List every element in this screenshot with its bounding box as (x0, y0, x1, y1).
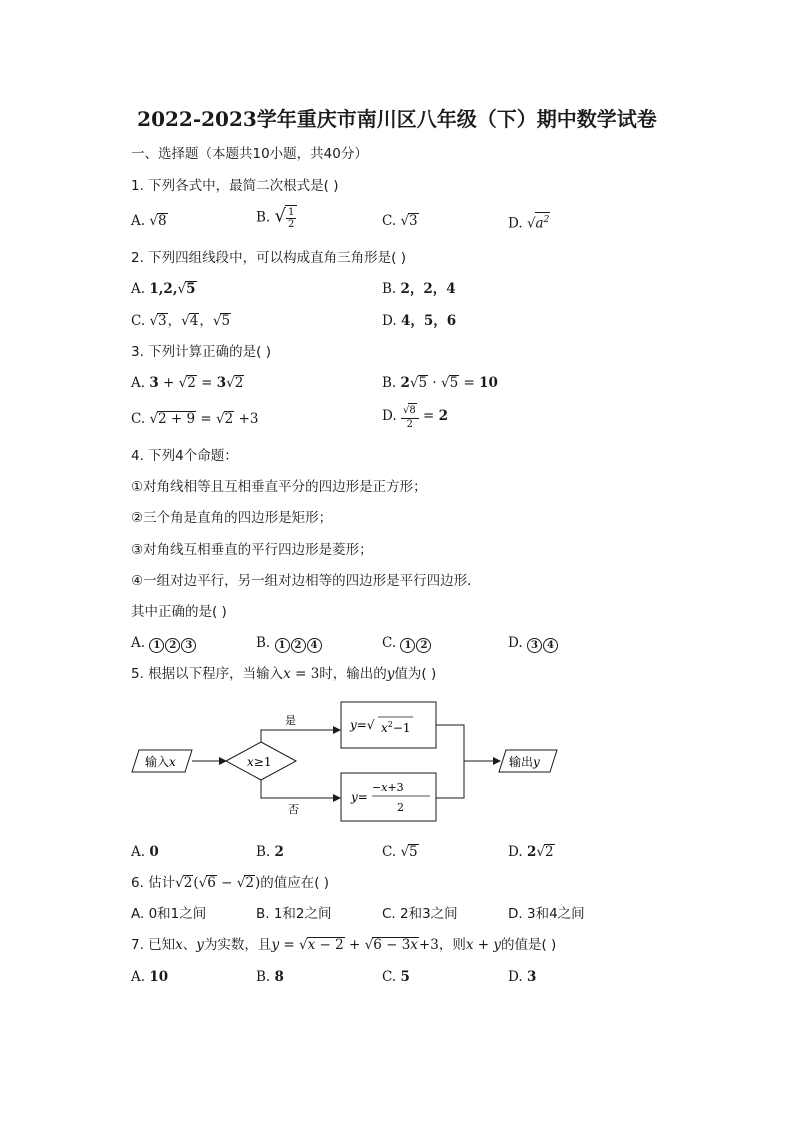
q5-option-a: A. 0 (131, 844, 159, 860)
no-formula-num: −x+3 (372, 781, 404, 794)
q6-option-d: D. 3和4之间 (508, 906, 585, 922)
no-formula-den: 2 (397, 801, 404, 814)
q6-option-c: C. 2和3之间 (382, 906, 458, 922)
q4-option-b: B. 1 2 4 (256, 634, 323, 653)
q7-option-a: A. 10 (131, 969, 169, 985)
question-2: 2. 下列四组线段中，可以构成直角三角形是( ) (131, 250, 406, 266)
no-label: 否 (288, 803, 299, 816)
q7-option-b: B. 8 (256, 969, 284, 985)
q3-option-b: B. 2√5 · √5 = 10 (382, 375, 498, 391)
q2-option-c: C. √3，√4，√5 (131, 313, 231, 329)
question-3: 3. 下列计算正确的是( ) (131, 344, 271, 360)
question-1: 1. 下列各式中，最简二次根式是( ) (131, 178, 339, 194)
q1-option-c: C. √3 (382, 213, 418, 229)
q4-option-d: D. 3 4 (508, 634, 559, 653)
question-7: 7. 已知x、y为实数，且y = √x − 2 + √6 − 3x+3，则x + y的值是( ) (131, 937, 557, 953)
q4-statement-1: ①对角线相等且互相垂直平分的四边形是正方形； (131, 479, 427, 495)
condition-label: x≥1 (247, 755, 272, 769)
q5-option-d: D. 2√2 (508, 844, 554, 860)
q3-option-a: A. 3 + √2 = 3√2 (131, 375, 244, 391)
q1-option-b: B. √ $\frac{1}{2}$ (256, 205, 297, 230)
program-flowchart (130, 695, 560, 835)
q4-option-a: A. 1 2 3 (131, 634, 197, 653)
q4-tail: 其中正确的是( ) (131, 604, 227, 620)
q4-statement-3: ③对角线互相垂直的平行四边形是菱形； (131, 542, 373, 558)
question-6: 6. 估计√2(√6 − √2)的值应在( ) (131, 875, 330, 891)
q3-option-c: C. √2 + 9 = √2 +3 (131, 411, 259, 427)
q7-option-d: D. 3 (508, 969, 537, 985)
yes-formula: y=√ (350, 718, 375, 732)
q4-statement-4: ④一组对边平行，另一组对边相等的四边形是平行四边形． (131, 573, 481, 589)
svg-text:x2−1: $x^2-1$ (381, 720, 411, 735)
q4-option-c: C. 1 2 (382, 634, 432, 653)
q4-statement-2: ②三个角是直角的四边形是矩形； (131, 510, 333, 526)
section-heading: 一、选择题（本题共10小题，共40分） (131, 146, 368, 162)
question-5: 5. 根据以下程序，当输入x = 3时，输出的y值为( ) (131, 666, 437, 682)
q7-option-c: C. 5 (382, 969, 410, 985)
q2-option-d: D. 4，5，6 (382, 313, 457, 329)
q5-option-c: C. √5 (382, 844, 418, 860)
q3-option-d: D. $\frac{√8}{2}$ = 2 (382, 405, 448, 430)
q2-option-a: A. 1,2,√5 (131, 281, 196, 297)
q5-option-b: B. 2 (256, 844, 284, 860)
q1-option-a: A. √8 (131, 213, 167, 229)
output-label: 输出y (509, 755, 540, 769)
q1-option-d: D. $√a^2$ (508, 212, 550, 233)
no-formula-y: y= (351, 790, 368, 804)
yes-label: 是 (285, 714, 296, 727)
q6-option-a: A. 0和1之间 (131, 906, 207, 922)
exam-title: 2022-2023学年重庆市南川区八年级（下）期中数学试卷 (137, 107, 657, 131)
q2-option-b: B. 2，2，4 (382, 281, 456, 297)
question-4: 4. 下列4个命题： (131, 448, 238, 464)
q6-option-b: B. 1和2之间 (256, 906, 332, 922)
input-label: 输入x (145, 755, 176, 769)
